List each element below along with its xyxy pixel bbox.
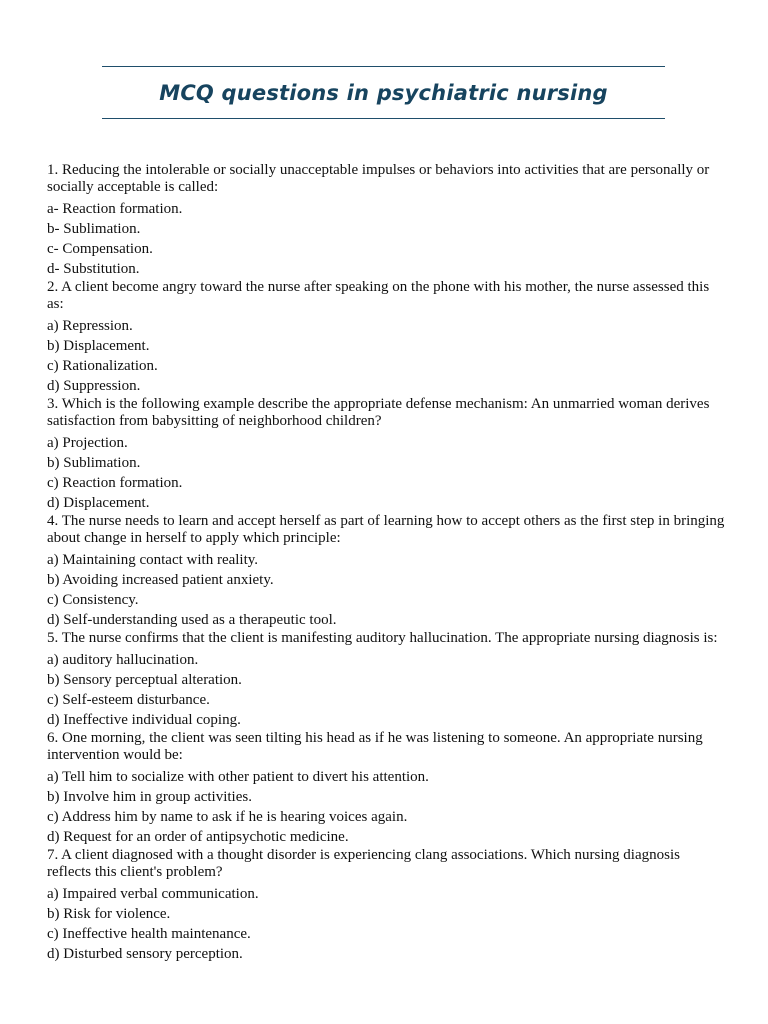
- answer-option: c) Ineffective health maintenance.: [47, 926, 251, 942]
- question-6: [47, 730, 727, 847]
- answer-option: a) auditory hallucination.: [47, 652, 199, 668]
- question-list: [47, 162, 727, 964]
- answer-option: d) Request for an order of antipsychotic medicine.: [47, 829, 349, 845]
- question-5: [47, 630, 727, 730]
- answer-option: b) Displacement.: [47, 338, 150, 354]
- answer-option: d) Ineffective individual coping.: [47, 712, 241, 728]
- answer-option: d) Suppression.: [47, 378, 141, 394]
- answer-option: a) Projection.: [47, 435, 128, 451]
- answer-option: a- Reaction formation.: [47, 201, 183, 217]
- question-stem: 2. A client become angry toward the nurse after speaking on the phone with his mother, the nurse assessed this as:: [47, 279, 710, 312]
- answer-option: b) Involve him in group activities.: [47, 789, 252, 805]
- page-title: MCQ questions in psychiatric nursing: [159, 80, 608, 105]
- answer-option: c) Self-esteem disturbance.: [47, 692, 210, 708]
- question-7: [47, 847, 727, 964]
- question-stem: 3. Which is the following example describe the appropriate defense mechanism: An unmarried woman derives satisfaction from babysitting of neighborhood children?: [47, 396, 710, 429]
- answer-option: b- Sublimation.: [47, 221, 141, 237]
- title-block: [102, 66, 665, 119]
- question-1: [47, 162, 727, 279]
- answer-option: a) Maintaining contact with reality.: [47, 552, 259, 568]
- question-3: [47, 396, 727, 513]
- answer-option: a) Repression.: [47, 318, 133, 334]
- question-stem: 5. The nurse confirms that the client is manifesting auditory hallucination. The appropriate nursing diagnosis is:: [47, 630, 718, 646]
- answer-option: d) Displacement.: [47, 495, 150, 511]
- question-4: [47, 513, 727, 630]
- question-stem: 6. One morning, the client was seen tilting his head as if he was listening to someone. An appropriate nursing intervention would be:: [47, 730, 703, 763]
- question-stem: 7. A client diagnosed with a thought disorder is experiencing clang associations. Which nursing diagnosis reflects this client's problem?: [47, 847, 680, 880]
- answer-option: a) Tell him to socialize with other patient to divert his attention.: [47, 769, 429, 785]
- answer-option: d) Self-understanding used as a therapeutic tool.: [47, 612, 337, 628]
- answer-option: b) Sublimation.: [47, 455, 141, 471]
- question-stem: 4. The nurse needs to learn and accept herself as part of learning how to accept others as the first step in bringing about change in herself to apply which principle:: [47, 513, 725, 546]
- answer-option: c) Reaction formation.: [47, 475, 183, 491]
- answer-option: a) Impaired verbal communication.: [47, 886, 259, 902]
- answer-option: c) Consistency.: [47, 592, 139, 608]
- question-stem: 1. Reducing the intolerable or socially unacceptable impulses or behaviors into activities that are personally or socially acceptable is called:: [47, 162, 710, 195]
- answer-option: b) Avoiding increased patient anxiety.: [47, 572, 274, 588]
- answer-option: c- Compensation.: [47, 241, 153, 257]
- question-2: [47, 279, 727, 396]
- answer-option: b) Risk for violence.: [47, 906, 171, 922]
- answer-option: d- Substitution.: [47, 261, 140, 277]
- answer-option: d) Disturbed sensory perception.: [47, 946, 243, 962]
- answer-option: b) Sensory perceptual alteration.: [47, 672, 242, 688]
- answer-option: c) Rationalization.: [47, 358, 158, 374]
- answer-option: c) Address him by name to ask if he is hearing voices again.: [47, 809, 408, 825]
